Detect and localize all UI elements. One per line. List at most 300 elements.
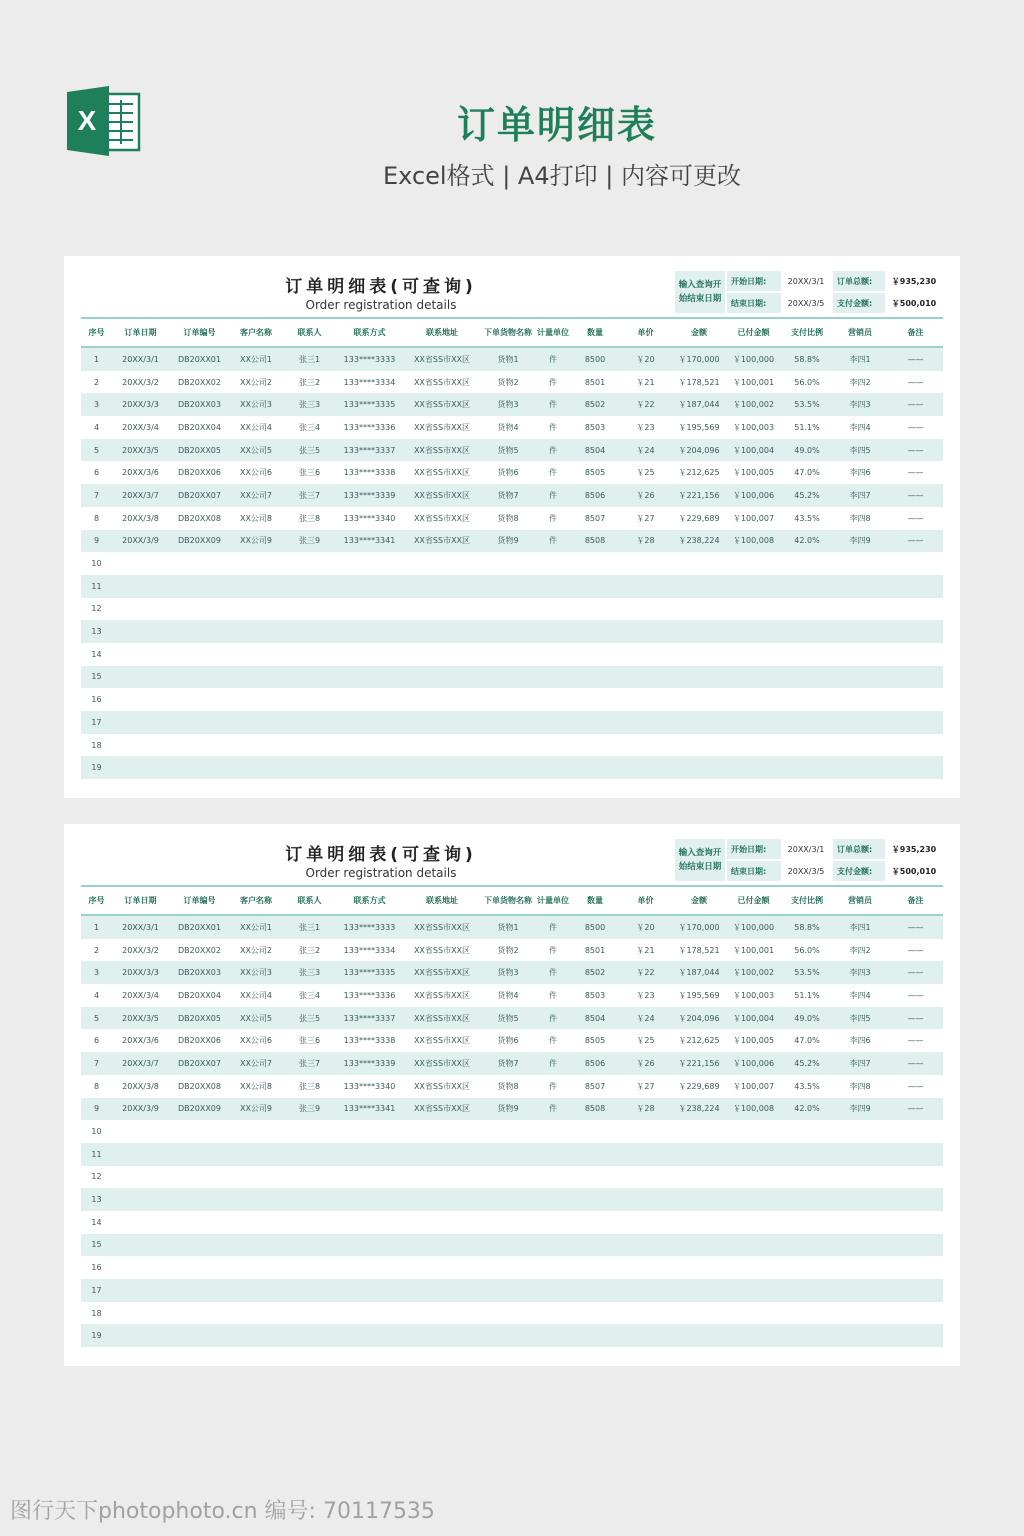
table-cell [725, 1256, 782, 1279]
start-date-input[interactable]: 20XX/3/1 [781, 271, 831, 291]
table-cell [673, 1234, 725, 1257]
table-cell [673, 620, 725, 643]
table-cell: ￥204,096 [673, 1007, 725, 1030]
table-cell [832, 1302, 888, 1325]
table-cell [112, 688, 169, 711]
table-cell [337, 1256, 402, 1279]
order-table [81, 888, 943, 1347]
table-cell: 李四7 [832, 484, 888, 507]
table-cell [337, 666, 402, 689]
table-cell: —— [888, 984, 943, 1007]
table-cell [673, 575, 725, 598]
table-cell [888, 1234, 943, 1257]
table-cell [482, 620, 534, 643]
table-cell [618, 756, 673, 779]
table-cell: 货物1 [482, 915, 534, 939]
table-cell [402, 711, 482, 734]
table-cell: DB20XX02 [169, 371, 230, 394]
table-cell: 件 [534, 961, 572, 984]
table-cell: 8504 [572, 439, 618, 462]
table-cell [402, 1234, 482, 1257]
table-cell [282, 643, 337, 666]
table-cell [673, 1166, 725, 1189]
table-row[interactable] [81, 552, 943, 575]
table-cell: 8501 [572, 371, 618, 394]
table-cell [888, 1324, 943, 1347]
table-cell: 件 [534, 393, 572, 416]
table-row[interactable] [81, 939, 943, 962]
table-row[interactable] [81, 598, 943, 621]
table-cell: 李四8 [832, 1075, 888, 1098]
table-cell [618, 552, 673, 575]
table-cell: 133****3339 [337, 484, 402, 507]
table-cell: 18 [81, 1302, 112, 1325]
table-cell [282, 1120, 337, 1143]
table-cell: 13 [81, 1188, 112, 1211]
table-cell [534, 1120, 572, 1143]
column-header: 序号 [81, 320, 112, 347]
table-cell [572, 1279, 618, 1302]
start-date-label: 开始日期: [727, 271, 783, 291]
table-cell [169, 552, 230, 575]
table-cell [230, 1188, 282, 1211]
table-cell: ￥100,005 [725, 1029, 782, 1052]
table-row[interactable] [81, 371, 943, 394]
table-cell: 件 [534, 939, 572, 962]
table-cell [673, 1279, 725, 1302]
table-cell: 18 [81, 734, 112, 757]
table-cell: ￥20 [618, 347, 673, 371]
table-cell: 133****3340 [337, 507, 402, 530]
table-cell [832, 666, 888, 689]
table-cell: XX省SS市XX区 [402, 1029, 482, 1052]
table-cell [618, 1188, 673, 1211]
column-header: 联系方式 [337, 888, 402, 915]
table-cell: ￥100,007 [725, 507, 782, 530]
table-row[interactable] [81, 416, 943, 439]
paid-amount-label: 支付金额: [833, 293, 887, 313]
order-total-label: 订单总额: [833, 271, 887, 291]
table-cell: 58.8% [782, 915, 832, 939]
table-cell [673, 1143, 725, 1166]
table-cell [482, 756, 534, 779]
table-cell: 张三1 [282, 347, 337, 371]
table-cell: 17 [81, 1279, 112, 1302]
table-row[interactable] [81, 756, 943, 779]
header-divider [81, 317, 943, 319]
table-row[interactable] [81, 1143, 943, 1166]
table-cell [482, 1256, 534, 1279]
table-cell [337, 575, 402, 598]
table-cell [572, 688, 618, 711]
table-row[interactable] [81, 734, 943, 757]
table-cell: 51.1% [782, 984, 832, 1007]
table-row[interactable] [81, 507, 943, 530]
table-cell [832, 1324, 888, 1347]
table-cell [888, 734, 943, 757]
table-cell [534, 1166, 572, 1189]
table-cell: ￥100,004 [725, 1007, 782, 1030]
table-cell: 8503 [572, 984, 618, 1007]
table-cell: DB20XX08 [169, 507, 230, 530]
sheet-card-2 [64, 824, 960, 1366]
table-cell [572, 575, 618, 598]
table-cell: 8506 [572, 1052, 618, 1075]
table-cell: 李四4 [832, 984, 888, 1007]
table-cell: ￥100,005 [725, 461, 782, 484]
table-cell [402, 1324, 482, 1347]
table-row[interactable] [81, 620, 943, 643]
table-cell: 件 [534, 484, 572, 507]
table-cell: —— [888, 939, 943, 962]
table-cell: 133****3340 [337, 1075, 402, 1098]
table-row[interactable] [81, 484, 943, 507]
table-cell: XX公司5 [230, 1007, 282, 1030]
table-cell: 货物3 [482, 393, 534, 416]
table-cell [618, 1302, 673, 1325]
table-cell [112, 711, 169, 734]
table-row[interactable] [81, 1279, 943, 1302]
table-cell: 李四9 [832, 530, 888, 553]
table-cell [888, 552, 943, 575]
table-cell [282, 1143, 337, 1166]
table-cell: ￥100,003 [725, 416, 782, 439]
table-cell [282, 620, 337, 643]
table-cell [673, 1188, 725, 1211]
table-cell: —— [888, 439, 943, 462]
table-cell: XX公司2 [230, 371, 282, 394]
table-cell [572, 1166, 618, 1189]
table-cell [169, 643, 230, 666]
table-row[interactable] [81, 1302, 943, 1325]
table-row[interactable] [81, 961, 943, 984]
table-row[interactable] [81, 915, 943, 939]
table-cell: DB20XX09 [169, 530, 230, 553]
table-cell: 张三8 [282, 507, 337, 530]
date-query-panel [675, 839, 943, 881]
column-header: 单价 [618, 320, 673, 347]
table-cell [782, 620, 832, 643]
table-cell: ￥100,004 [725, 439, 782, 462]
table-cell: 张三2 [282, 371, 337, 394]
table-cell: 李四6 [832, 1029, 888, 1052]
table-cell [888, 575, 943, 598]
table-cell [618, 643, 673, 666]
table-cell: 李四1 [832, 347, 888, 371]
table-cell [112, 620, 169, 643]
table-cell [402, 643, 482, 666]
sheet-title: 订单明细表(可查询) [285, 277, 477, 297]
table-cell: 货物8 [482, 507, 534, 530]
table-cell: ￥238,224 [673, 530, 725, 553]
table-cell [572, 1143, 618, 1166]
table-row[interactable] [81, 666, 943, 689]
table-cell: 133****3338 [337, 1029, 402, 1052]
table-cell: ￥100,008 [725, 530, 782, 553]
table-cell [782, 1143, 832, 1166]
table-cell [337, 711, 402, 734]
table-cell [112, 1256, 169, 1279]
table-cell: 20XX/3/6 [112, 1029, 169, 1052]
table-cell: DB20XX04 [169, 416, 230, 439]
table-row[interactable] [81, 1098, 943, 1121]
table-cell: XX公司3 [230, 961, 282, 984]
query-prompt [675, 271, 725, 313]
table-cell [169, 1120, 230, 1143]
table-cell [888, 1211, 943, 1234]
table-cell: 件 [534, 1075, 572, 1098]
table-cell [169, 1188, 230, 1211]
table-cell: DB20XX01 [169, 915, 230, 939]
table-cell [337, 598, 402, 621]
table-cell [482, 688, 534, 711]
table-cell: ￥24 [618, 1007, 673, 1030]
table-cell [618, 1234, 673, 1257]
table-row[interactable] [81, 1075, 943, 1098]
table-cell [337, 756, 402, 779]
table-cell [673, 598, 725, 621]
table-row[interactable] [81, 575, 943, 598]
table-row[interactable] [81, 1234, 943, 1257]
table-cell: 张三7 [282, 484, 337, 507]
table-cell [534, 598, 572, 621]
page-subtitle: Excel格式 | A4打印 | 内容可更改 [383, 162, 741, 190]
table-row[interactable] [81, 1007, 943, 1030]
table-cell: 19 [81, 756, 112, 779]
table-cell [832, 1234, 888, 1257]
table-cell [534, 575, 572, 598]
table-cell: XX省SS市XX区 [402, 939, 482, 962]
order-table [81, 320, 943, 779]
table-cell: 件 [534, 1029, 572, 1052]
table-cell: XX省SS市XX区 [402, 961, 482, 984]
table-cell [112, 666, 169, 689]
column-header: 数量 [572, 320, 618, 347]
table-cell [725, 688, 782, 711]
table-cell [337, 1211, 402, 1234]
table-cell [888, 1188, 943, 1211]
table-cell: DB20XX05 [169, 1007, 230, 1030]
table-cell: 49.0% [782, 439, 832, 462]
table-cell [282, 1211, 337, 1234]
table-row[interactable] [81, 1188, 943, 1211]
table-cell [230, 1143, 282, 1166]
table-cell [230, 1211, 282, 1234]
table-cell [112, 756, 169, 779]
table-cell: ￥100,003 [725, 984, 782, 1007]
table-cell [572, 620, 618, 643]
table-cell [725, 552, 782, 575]
table-cell [112, 1324, 169, 1347]
table-row[interactable] [81, 393, 943, 416]
table-cell [832, 1120, 888, 1143]
table-row[interactable] [81, 984, 943, 1007]
table-row[interactable] [81, 1211, 943, 1234]
table-cell: 张三4 [282, 984, 337, 1007]
table-cell: 货物7 [482, 484, 534, 507]
sheet-title: 订单明细表(可查询) [285, 845, 477, 865]
table-cell: 货物2 [482, 371, 534, 394]
table-cell: 货物4 [482, 416, 534, 439]
paid-amount-value: ￥500,010 [885, 293, 943, 313]
table-cell: 张三2 [282, 939, 337, 962]
table-cell: 件 [534, 439, 572, 462]
table-row[interactable] [81, 688, 943, 711]
table-cell: 8507 [572, 1075, 618, 1098]
table-cell: 李四7 [832, 1052, 888, 1075]
table-cell [282, 1256, 337, 1279]
table-cell [169, 1279, 230, 1302]
table-cell [230, 1324, 282, 1347]
table-cell [782, 575, 832, 598]
table-cell [482, 666, 534, 689]
table-cell [337, 1302, 402, 1325]
table-row[interactable] [81, 1029, 943, 1052]
table-cell [572, 756, 618, 779]
table-cell [230, 598, 282, 621]
end-date-input[interactable]: 20XX/3/5 [781, 861, 831, 881]
table-row[interactable] [81, 439, 943, 462]
table-cell: ￥170,000 [673, 347, 725, 371]
table-cell [618, 688, 673, 711]
table-cell [673, 1211, 725, 1234]
table-cell [534, 1324, 572, 1347]
table-cell: 张三5 [282, 1007, 337, 1030]
table-cell [782, 643, 832, 666]
table-cell [782, 711, 832, 734]
table-cell: 2 [81, 371, 112, 394]
table-cell: XX省SS市XX区 [402, 1007, 482, 1030]
table-cell [673, 1302, 725, 1325]
table-row[interactable] [81, 1120, 943, 1143]
table-cell [782, 1324, 832, 1347]
table-cell [888, 711, 943, 734]
table-cell: XX公司8 [230, 1075, 282, 1098]
table-cell: DB20XX08 [169, 1075, 230, 1098]
table-cell: 56.0% [782, 371, 832, 394]
table-cell [337, 688, 402, 711]
column-header: 支付比例 [782, 888, 832, 915]
table-cell: 47.0% [782, 1029, 832, 1052]
table-cell [782, 1234, 832, 1257]
column-header: 客户名称 [230, 320, 282, 347]
table-cell: XX省SS市XX区 [402, 416, 482, 439]
table-cell [534, 1279, 572, 1302]
table-cell [572, 1211, 618, 1234]
table-cell [230, 1302, 282, 1325]
table-cell [402, 1256, 482, 1279]
table-cell [112, 1143, 169, 1166]
table-cell [482, 1211, 534, 1234]
end-date-input[interactable]: 20XX/3/5 [781, 293, 831, 313]
table-cell: 8508 [572, 530, 618, 553]
table-cell: 8 [81, 507, 112, 530]
paid-amount-label: 支付金额: [833, 861, 887, 881]
table-cell: 李四2 [832, 939, 888, 962]
table-cell [112, 1188, 169, 1211]
table-row[interactable] [81, 461, 943, 484]
table-cell [725, 643, 782, 666]
table-cell: ￥100,000 [725, 915, 782, 939]
table-cell [725, 1234, 782, 1257]
table-cell: ￥25 [618, 461, 673, 484]
table-cell [618, 598, 673, 621]
table-cell: 2 [81, 939, 112, 962]
table-row[interactable] [81, 530, 943, 553]
table-cell: 张三6 [282, 1029, 337, 1052]
table-cell [169, 734, 230, 757]
table-row[interactable] [81, 643, 943, 666]
table-cell: XX省SS市XX区 [402, 484, 482, 507]
table-cell [782, 598, 832, 621]
table-row[interactable] [81, 711, 943, 734]
start-date-input[interactable]: 20XX/3/1 [781, 839, 831, 859]
table-cell [572, 598, 618, 621]
table-cell: 件 [534, 416, 572, 439]
table-cell: —— [888, 1007, 943, 1030]
table-cell [402, 688, 482, 711]
table-row[interactable] [81, 347, 943, 371]
table-cell: ￥229,689 [673, 1075, 725, 1098]
table-cell [482, 552, 534, 575]
table-cell [534, 1143, 572, 1166]
table-cell [572, 711, 618, 734]
table-cell [112, 1120, 169, 1143]
table-cell [572, 1256, 618, 1279]
table-cell: 件 [534, 1052, 572, 1075]
table-cell: DB20XX02 [169, 939, 230, 962]
table-cell: 42.0% [782, 530, 832, 553]
table-cell: 14 [81, 1211, 112, 1234]
table-cell [482, 643, 534, 666]
table-row[interactable] [81, 1166, 943, 1189]
table-cell: 李四4 [832, 416, 888, 439]
query-prompt-line-2: 始结束日期 [678, 862, 722, 872]
table-cell [782, 1302, 832, 1325]
column-header: 数量 [572, 888, 618, 915]
table-cell [482, 1188, 534, 1211]
table-cell [725, 756, 782, 779]
table-cell [482, 1279, 534, 1302]
table-cell [337, 1166, 402, 1189]
table-cell: 12 [81, 598, 112, 621]
table-cell [402, 1302, 482, 1325]
table-cell: XX省SS市XX区 [402, 530, 482, 553]
table-cell [618, 575, 673, 598]
table-row[interactable] [81, 1324, 943, 1347]
table-cell [169, 1256, 230, 1279]
table-cell: 5 [81, 1007, 112, 1030]
column-header: 联系地址 [402, 320, 482, 347]
table-cell [534, 1302, 572, 1325]
table-row[interactable] [81, 1256, 943, 1279]
table-cell: —— [888, 416, 943, 439]
table-cell [572, 1234, 618, 1257]
table-cell [618, 1143, 673, 1166]
table-cell [282, 1166, 337, 1189]
table-cell [725, 1188, 782, 1211]
column-header: 计量单位 [534, 888, 572, 915]
table-cell [230, 643, 282, 666]
table-cell: ￥204,096 [673, 439, 725, 462]
table-cell [402, 666, 482, 689]
table-cell: 20XX/3/2 [112, 939, 169, 962]
table-row[interactable] [81, 1052, 943, 1075]
table-cell [337, 643, 402, 666]
table-cell [337, 620, 402, 643]
table-cell [169, 666, 230, 689]
column-header: 备注 [888, 320, 943, 347]
